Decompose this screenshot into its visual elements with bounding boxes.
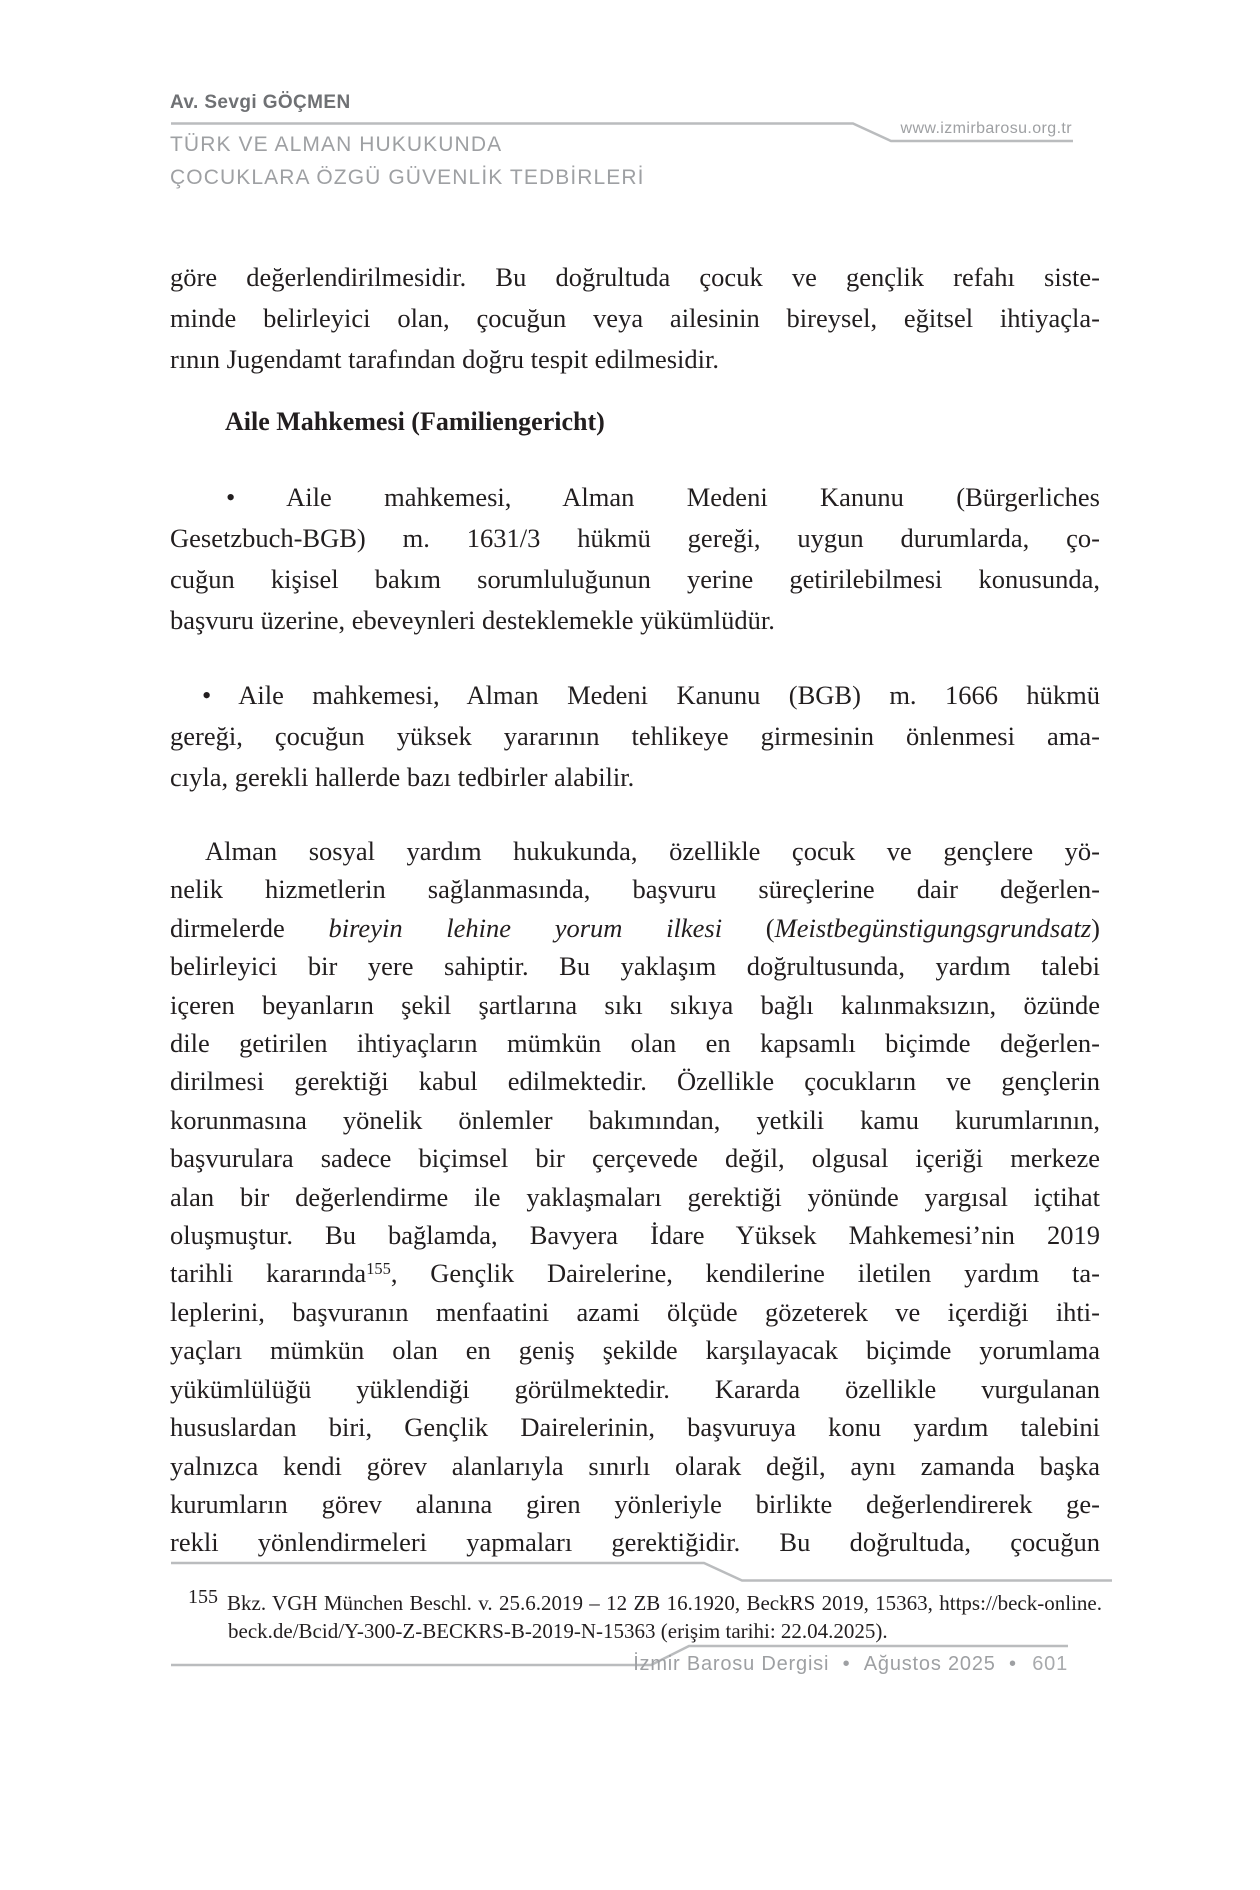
website-url: www.izmirbarosu.org.tr <box>900 120 1072 137</box>
footnote-line <box>170 1586 1102 1618</box>
page-number: 601 <box>1032 1653 1068 1675</box>
text-line: rının Jugendamt tarafından doğru tespit edilmesidir. <box>170 344 720 374</box>
text-line: hususlardan biri, Gençlik Dairelerinin, başvuruya konu yardım talebini <box>170 1412 1100 1443</box>
text-line: Alman sosyal yardım hukukunda, özellikle çocuk ve gençlere yö- <box>205 836 1100 866</box>
footnote <box>170 1586 1102 1645</box>
text-line: cıyla, gerekli hallerde bazı tedbirler alabilir. <box>170 762 635 792</box>
text-line: dirmelerde bireyin lehine yorum ilkesi (Meistbegünstigungsgrundsatz) <box>170 912 1100 943</box>
footnote-number: 155 <box>188 1586 218 1608</box>
article-title <box>170 128 645 194</box>
text-line: nelik hizmetlerin sağlanmasında, başvuru süreçlerine dair değerlen- <box>170 874 1100 905</box>
text-line: yükümlülüğü yüklendiği görülmektedir. Kararda özellikle vurgulanan <box>170 1373 1100 1404</box>
text-line: göre değerlendirilmesidir. Bu doğrultuda çocuk ve gençlik refahı siste- <box>170 262 1100 292</box>
footer-dot: • <box>1009 1653 1017 1675</box>
journal-name: İzmir Barosu Dergisi <box>633 1653 830 1675</box>
text-line: leplerini, başvuranın menfaatini azami ölçüde gözeterek ve içerdiği ihti- <box>170 1296 1100 1327</box>
text-line: cuğun kişisel bakım sorumluluğunun yerine getirilebilmesi konusunda, <box>170 564 1100 594</box>
text-line: dile getirilen ihtiyaçların mümkün olan en kapsamlı biçimde değerlen- <box>170 1028 1100 1059</box>
text-line: kurumların görev alanına giren yönleriyle birlikte değerlendirerek ge- <box>170 1488 1100 1519</box>
text-line: alan bir değerlendirme ile yaklaşmaları gerektiği yönünde yargısal içtihat <box>170 1181 1100 1212</box>
issue-date: Ağustos 2025 <box>863 1653 996 1675</box>
text-line: • Aile mahkemesi, Alman Medeni Kanunu (Bürgerliches <box>226 482 1100 512</box>
text-line: başvurulara sadece biçimsel bir çerçevede değil, olgusal içeriği merkeze <box>170 1143 1100 1174</box>
body-paragraph <box>170 257 1100 380</box>
body-paragraph <box>170 675 1100 798</box>
text-line: Gesetzbuch-BGB) m. 1631/3 hükmü gereği, uygun durumlarda, ço- <box>170 523 1100 553</box>
body-paragraph <box>170 477 1100 641</box>
text-line: başvuru üzerine, ebeveynleri desteklemekle yükümlüdür. <box>170 605 775 635</box>
text-line: yalnızca kendi görev alanlarıyla sınırlı olarak değil, aynı zamanda başka <box>170 1450 1100 1481</box>
text-line: içeren beyanların şekil şartlarına sıkı sıkıya bağlı kalınmaksızın, özünde <box>170 989 1100 1020</box>
footnote-separator-line <box>170 1560 1114 1586</box>
text-line: dirilmesi gerektiği kabul edilmektedir. Özellikle çocukların ve gençlerin <box>170 1066 1100 1097</box>
text-line: gereği, çocuğun yüksek yararının tehlikeye girmesinin önlenmesi ama- <box>170 721 1100 751</box>
text-line: tarihli kararında$^{155}$, Gençlik Dairelerine, kendilerine iletilen yardım ta- <box>170 1258 1100 1289</box>
text-line: minde belirleyici olan, çocuğun veya ailesinin bireysel, eğitsel ihtiyaçla- <box>170 303 1100 333</box>
text-line: • Aile mahkemesi, Alman Medeni Kanunu (BGB) m. 1666 hükmü <box>202 680 1100 710</box>
author-name: Av. Sevgi GÖÇMEN <box>170 92 351 113</box>
section-heading <box>170 401 1100 442</box>
text-line: yaçları mümkün olan en geniş şekilde karşılayacak biçimde yorumlama <box>170 1335 1100 1366</box>
text-line: belirleyici bir yere sahiptir. Bu yaklaşım doğrultusunda, yardım talebi <box>170 951 1100 982</box>
text-line: Aile Mahkemesi (Familiengericht) <box>225 407 605 436</box>
body-paragraph <box>170 832 1100 1562</box>
text-line: korunmasına yönelik önlemler bakımından, yetkili kamu kurumlarının, <box>170 1104 1100 1135</box>
footer-dot: • <box>842 1653 851 1675</box>
footer <box>170 1653 1068 1676</box>
text-line: rekli yönlendirmeleri yapmaları gerektiğidir. Bu doğrultuda, çocuğun <box>170 1527 1100 1558</box>
footnote-line: beck.de/Bcid/Y-300-Z-BECKRS-B-2019-N-15363 (erişim tarihi: 22.04.2025). <box>228 1619 888 1643</box>
footnote-text: Bkz. VGH München Beschl. v. 25.6.2019 – 12 ZB 16.1920, BeckRS 2019, 15363, https://beck-online. <box>227 1591 1102 1615</box>
article-title-line1: TÜRK VE ALMAN HUKUKUNDA <box>170 133 503 156</box>
text-line: oluşmuştur. Bu bağlamda, Bavyera İdare Yüksek Mahkemesi’nin 2019 <box>170 1220 1100 1251</box>
article-title-line2: ÇOCUKLARA ÖZGÜ GÜVENLİK TEDBİRLERİ <box>170 166 645 189</box>
